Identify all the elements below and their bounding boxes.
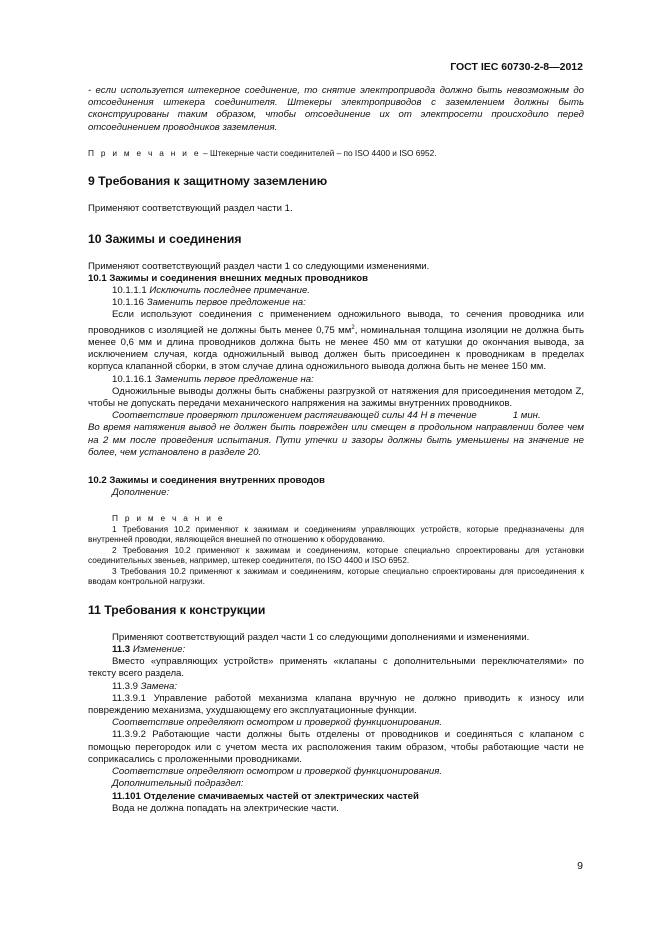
section-10-1-16-text: Заменить первое предложение на:	[146, 297, 306, 309]
superscript: 2	[351, 324, 355, 331]
section-10-1-1-1-text: Исключить последнее примечание.	[149, 284, 310, 296]
page-number: 9	[577, 860, 583, 872]
section-11-101-title: 11.101 Отделение смачиваемых частей от электрических частей	[112, 790, 419, 802]
compliance-2: Соответствие определяют осмотром и проверкой функционирования.	[112, 717, 443, 729]
note-item: 2 Требования 10.2 применяют к зажимам и соединениям, которые специально спроектированы для установки соединительных звеньев, например, штекер соединителя, по ISO 4400 и ISO 6952.	[88, 544, 584, 566]
section-11-101-text: Вода не должна попадать на электрические части.	[112, 802, 339, 814]
section-11-text: Применяют соответствующий раздел части 1 со следующими дополнениями и изменениями.	[112, 631, 530, 643]
section-10-1-1-1	[88, 285, 584, 297]
section-10-1-16-1-number: 10.1.16.1	[112, 373, 155, 385]
note-1	[88, 148, 584, 159]
section-11-3-9-number: 11.3.9	[112, 680, 141, 692]
section-11-3-9-1: 11.3.9.1 Управление работой механизма клапана вручную не должно приводить к износу или повреждению механизма, ухудшающему его эксплуатационные функции.	[88, 692, 584, 717]
section-10-1-16	[88, 297, 584, 309]
section-11-3-paragraph: Вместо «управляющих устройств» применять «клапаны с дополнительными переключателями» по тексту всего раздела.	[88, 656, 584, 680]
paragraph-part-1: Если используют соединения с применением одножильного вывода, то сечения проводника или проводников с изоляцией не должны быть менее 0,75 мм	[88, 309, 584, 336]
note-1-label: П р и м е ч а н и е	[88, 147, 201, 158]
compliance-1-part-b: 1 мин.	[512, 410, 541, 422]
section-10-title: 10 Зажимы и соединения	[88, 231, 242, 246]
section-11-title: 11 Требования к конструкции	[88, 602, 266, 617]
section-10-1-title: 10.1 Зажимы и соединения внешних медных проводников	[88, 272, 368, 284]
section-11-3-text: Изменение:	[132, 644, 186, 656]
section-10-1-16-number: 10.1.16	[112, 297, 147, 309]
section-10-2-text: Дополнение:	[112, 487, 170, 499]
notes-label: П р и м е ч а н и е	[112, 513, 225, 524]
compliance-3: Соответствие определяют осмотром и проверкой функционирования.	[112, 766, 443, 778]
section-10-2-title: 10.2 Зажимы и соединения внутренних проводов	[88, 474, 325, 486]
paragraph-part-2: , номинальная толщина изоляции не должна быть менее 0,6 мм и длина проводников должна быть не менее 450 мм от катушки до окончания вывода, за исключением случая, когда одножильный вывод должен быть присоединен к проводникам в пределах корпуса клапанной сборки, в этом случае длина одножильного вывода должна быть не менее 150 мм.	[88, 324, 584, 373]
section-9-text: Применяют соответствующий раздел части 1.	[88, 203, 293, 215]
section-9-title: 9 Требования к защитному заземлению	[88, 174, 328, 189]
section-11-3	[88, 644, 584, 656]
section-10-1-16-1	[88, 374, 584, 386]
section-11-3-number: 11.3	[112, 644, 133, 656]
section-10-text: Применяют соответствующий раздел части 1 со следующими изменениями.	[88, 260, 430, 272]
section-11-3-9-text: Замена:	[140, 680, 178, 692]
compliance-1	[88, 410, 584, 422]
intro-paragraph: - если используется штекерное соединение, то снятие электропривода должно быть невозможным до отсоединения штекера соединителя. Штекеры электроприводов с заземлением должны быть сконструированы таким образом, чтобы отсоединение их от электросети происходило перед отсоединением проводников заземления.	[88, 85, 584, 133]
section-11-3-9-2: 11.3.9.2 Работающие части должны быть отделены от проводников и соединяться с клапаном с помощью перегородок или с учетом места их расположения таким образом, чтобы работающие части не соприкасались с проложенными проводниками.	[88, 729, 584, 765]
note-1-text: – Штекерные части соединителей – по ISO 4400 и ISO 6952.	[200, 147, 437, 158]
section-10-1-16-paragraph	[88, 309, 584, 373]
document-header: ГОСТ IEC 60730-2-8—2012	[450, 61, 583, 73]
section-10-1-1-1-number: 10.1.1.1	[112, 284, 150, 296]
section-11-3-9	[88, 681, 584, 693]
note-item: 3 Требования 10.2 применяют к зажимам и соединениям, которые специально спроектированы для присоединения к вводам контрольной нагрузки.	[88, 565, 584, 587]
section-10-1-16-1-text: Заменить первое предложение на:	[154, 373, 314, 385]
compliance-1-continued: Во время натяжения вывод не должен быть поврежден или смещен в продольном направлении более чем на 2 мм после проведения испытания. Пути утечки и зазоры должны быть уменьшены на значение не более, чем установлено в разделе 20.	[88, 422, 584, 458]
note-item: 1 Требования 10.2 применяют к зажимам и соединениям управляющих устройств, которые предназначены для внутренней проводки, являющейся внешней по отношению к оборудованию.	[88, 523, 584, 545]
additional-subsection: Дополнительный подраздел:	[112, 778, 244, 790]
section-10-1-16-1-paragraph: Одножильные выводы должны быть снабжены разгрузкой от натяжения для присоединения методом Z, чтобы не допускать передачи механического напряжения на зажимы внутренних проводников.	[88, 385, 584, 409]
compliance-1-part-a: Соответствие проверяют приложением растягивающей силы 44 Н в течение	[112, 410, 477, 422]
page-content	[88, 85, 584, 815]
